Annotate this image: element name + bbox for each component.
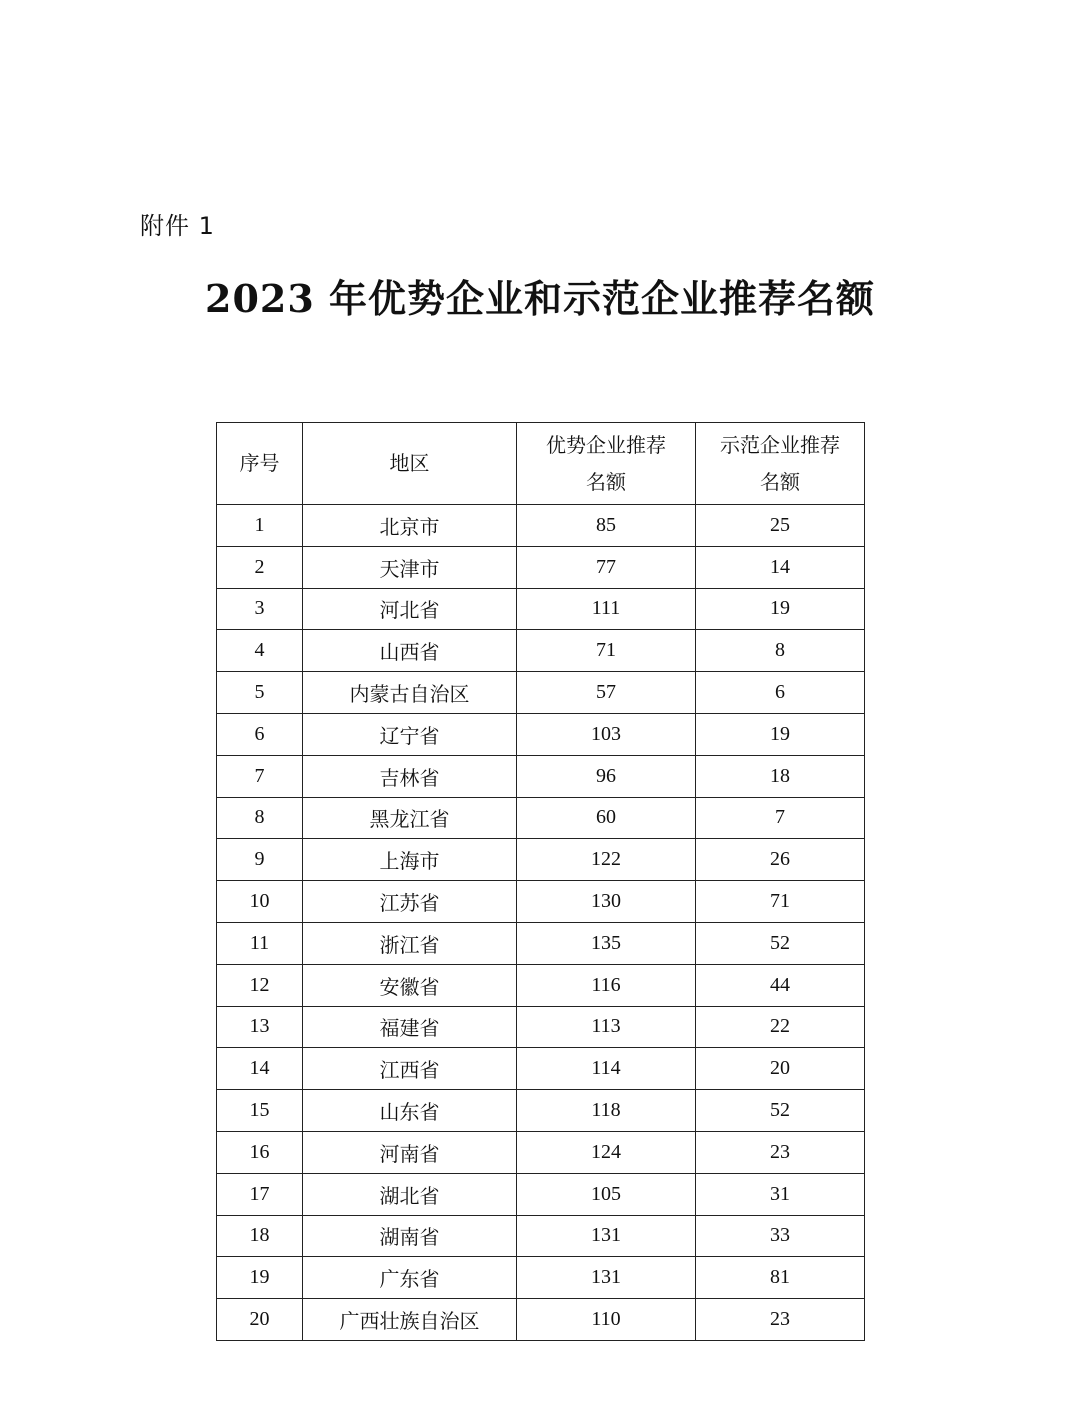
cell-region: 山东省 (303, 1090, 517, 1132)
cell-advantage-quota: 77 (517, 546, 696, 588)
header-advantage-line1: 优势企业推荐 (546, 432, 666, 457)
cell-index: 8 (217, 797, 303, 839)
cell-advantage-quota: 103 (517, 713, 696, 755)
table-row (217, 1048, 865, 1090)
cell-demo-quota: 6 (696, 672, 865, 714)
table-row (217, 1215, 865, 1257)
cell-advantage-quota: 71 (517, 630, 696, 672)
cell-advantage-quota: 116 (517, 964, 696, 1006)
cell-advantage-quota: 131 (517, 1257, 696, 1299)
cell-region: 黑龙江省 (303, 797, 517, 839)
cell-region: 上海市 (303, 839, 517, 881)
table-row (217, 588, 865, 630)
cell-advantage-quota: 105 (517, 1173, 696, 1215)
cell-region: 广西壮族自治区 (303, 1299, 517, 1341)
cell-region: 江苏省 (303, 881, 517, 923)
header-advantage-quota (517, 423, 696, 505)
cell-index: 4 (217, 630, 303, 672)
cell-advantage-quota: 85 (517, 505, 696, 547)
cell-demo-quota: 19 (696, 588, 865, 630)
cell-demo-quota: 22 (696, 1006, 865, 1048)
cell-index: 1 (217, 505, 303, 547)
header-row (217, 423, 865, 505)
cell-region: 浙江省 (303, 922, 517, 964)
cell-demo-quota: 14 (696, 546, 865, 588)
table-body (217, 505, 865, 1341)
cell-advantage-quota: 110 (517, 1299, 696, 1341)
cell-advantage-quota: 96 (517, 755, 696, 797)
cell-advantage-quota: 114 (517, 1048, 696, 1090)
cell-index: 3 (217, 588, 303, 630)
cell-demo-quota: 7 (696, 797, 865, 839)
cell-index: 9 (217, 839, 303, 881)
cell-index: 2 (217, 546, 303, 588)
cell-region: 河南省 (303, 1131, 517, 1173)
cell-advantage-quota: 113 (517, 1006, 696, 1048)
table-row (217, 505, 865, 547)
cell-region: 湖北省 (303, 1173, 517, 1215)
table-row (217, 630, 865, 672)
cell-region: 江西省 (303, 1048, 517, 1090)
cell-demo-quota: 20 (696, 1048, 865, 1090)
cell-index: 7 (217, 755, 303, 797)
table-row (217, 839, 865, 881)
cell-region: 安徽省 (303, 964, 517, 1006)
table-row (217, 922, 865, 964)
cell-advantage-quota: 130 (517, 881, 696, 923)
cell-region: 河北省 (303, 588, 517, 630)
attachment-label: 附件 1 (140, 212, 215, 240)
cell-demo-quota: 8 (696, 630, 865, 672)
cell-advantage-quota: 111 (517, 588, 696, 630)
cell-index: 16 (217, 1131, 303, 1173)
cell-advantage-quota: 118 (517, 1090, 696, 1132)
cell-demo-quota: 25 (696, 505, 865, 547)
cell-index: 6 (217, 713, 303, 755)
table-row (217, 881, 865, 923)
cell-demo-quota: 23 (696, 1131, 865, 1173)
cell-demo-quota: 44 (696, 964, 865, 1006)
cell-advantage-quota: 135 (517, 922, 696, 964)
cell-region: 湖南省 (303, 1215, 517, 1257)
cell-index: 5 (217, 672, 303, 714)
cell-index: 19 (217, 1257, 303, 1299)
cell-advantage-quota: 122 (517, 839, 696, 881)
cell-demo-quota: 33 (696, 1215, 865, 1257)
table-row (217, 1257, 865, 1299)
cell-demo-quota: 23 (696, 1299, 865, 1341)
cell-region: 北京市 (303, 505, 517, 547)
table-row (217, 1006, 865, 1048)
cell-region: 吉林省 (303, 755, 517, 797)
cell-region: 山西省 (303, 630, 517, 672)
document-title: 2023 年优势企业和示范企业推荐名额 (205, 276, 875, 321)
table-row (217, 1299, 865, 1341)
table-row (217, 713, 865, 755)
cell-region: 辽宁省 (303, 713, 517, 755)
cell-index: 13 (217, 1006, 303, 1048)
cell-advantage-quota: 57 (517, 672, 696, 714)
cell-index: 10 (217, 881, 303, 923)
cell-advantage-quota: 60 (517, 797, 696, 839)
table-header (217, 423, 865, 505)
cell-advantage-quota: 131 (517, 1215, 696, 1257)
table-row (217, 755, 865, 797)
cell-demo-quota: 81 (696, 1257, 865, 1299)
header-index: 序号 (217, 423, 303, 505)
cell-demo-quota: 71 (696, 881, 865, 923)
cell-demo-quota: 26 (696, 839, 865, 881)
cell-index: 15 (217, 1090, 303, 1132)
header-demo-line2: 名额 (760, 469, 800, 494)
header-region: 地区 (303, 423, 517, 505)
table-row (217, 546, 865, 588)
cell-demo-quota: 31 (696, 1173, 865, 1215)
cell-region: 广东省 (303, 1257, 517, 1299)
table-row (217, 672, 865, 714)
cell-demo-quota: 19 (696, 713, 865, 755)
table-row (217, 1090, 865, 1132)
cell-region: 内蒙古自治区 (303, 672, 517, 714)
cell-index: 11 (217, 922, 303, 964)
cell-advantage-quota: 124 (517, 1131, 696, 1173)
header-demo-quota (696, 423, 865, 505)
table-row (217, 1173, 865, 1215)
cell-index: 18 (217, 1215, 303, 1257)
cell-region: 福建省 (303, 1006, 517, 1048)
header-demo-line1: 示范企业推荐 (720, 432, 840, 457)
cell-demo-quota: 52 (696, 922, 865, 964)
header-advantage-line2: 名额 (586, 469, 626, 494)
cell-demo-quota: 52 (696, 1090, 865, 1132)
cell-index: 17 (217, 1173, 303, 1215)
cell-demo-quota: 18 (696, 755, 865, 797)
table-row (217, 1131, 865, 1173)
cell-index: 20 (217, 1299, 303, 1341)
cell-index: 14 (217, 1048, 303, 1090)
cell-index: 12 (217, 964, 303, 1006)
table-row (217, 964, 865, 1006)
table-row (217, 797, 865, 839)
quota-table (216, 422, 865, 1341)
cell-region: 天津市 (303, 546, 517, 588)
